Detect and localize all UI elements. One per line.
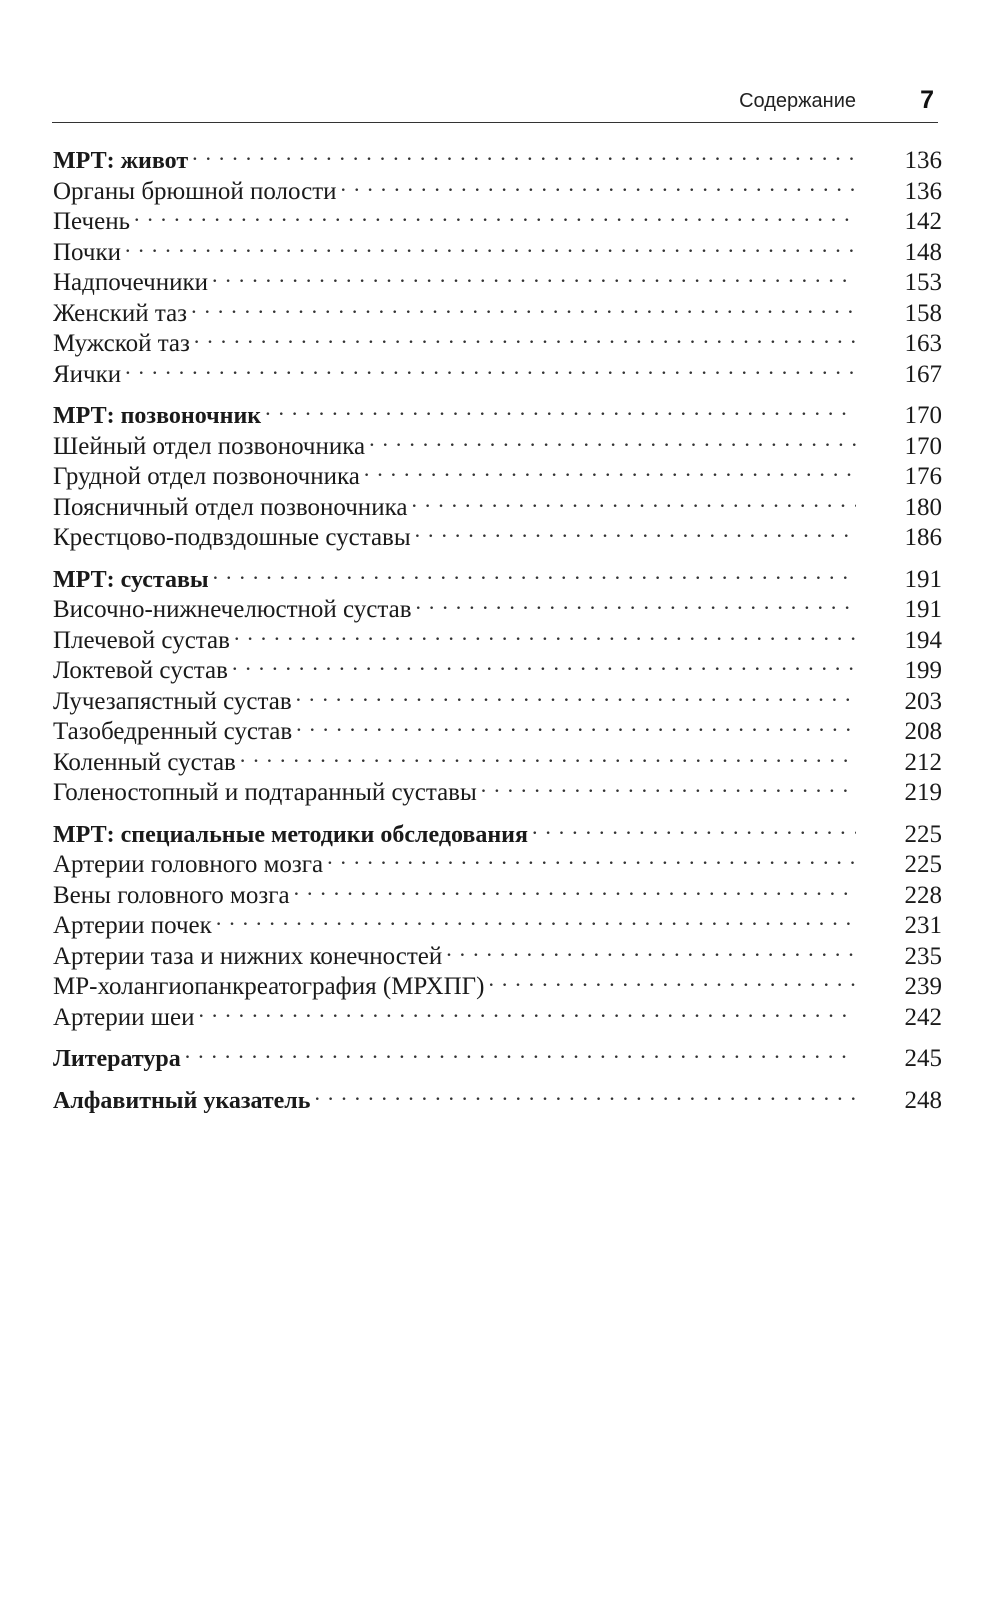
toc-entry-title: Яички xyxy=(53,360,122,388)
dot-leader xyxy=(125,230,856,260)
toc-entry-title: Поясничный отдел позвоночника xyxy=(53,493,408,521)
toc-entry-title: МРТ: суставы xyxy=(53,566,209,593)
dot-leader xyxy=(240,740,856,770)
dot-leader xyxy=(234,618,856,648)
toc-entry[interactable] xyxy=(53,352,942,388)
toc-section xyxy=(53,1078,942,1114)
toc-entry-title: Тазобедренный сустав xyxy=(53,718,293,745)
toc-entry-page-number: 167 xyxy=(904,360,942,388)
dot-leader xyxy=(185,1036,856,1066)
dot-leader xyxy=(327,842,856,872)
dot-leader xyxy=(216,903,856,933)
toc-section xyxy=(53,138,942,388)
toc-entry-title: Крестцово-подвздошные суставы xyxy=(53,524,411,551)
toc-entry-page-number: 142 xyxy=(904,208,942,235)
toc-entry-page-number: 194 xyxy=(904,626,942,654)
dot-leader xyxy=(296,709,856,739)
toc-entry-page-number: 199 xyxy=(904,657,942,684)
toc-section-heading[interactable] xyxy=(53,393,942,429)
running-header xyxy=(52,86,938,123)
toc-section-heading[interactable] xyxy=(53,1036,942,1072)
toc-entry-title: Артерии шеи xyxy=(53,1003,195,1031)
toc-entry-title: Грудной отдел позвоночника xyxy=(53,463,360,490)
dot-leader xyxy=(415,515,856,545)
toc-entry-page-number: 186 xyxy=(904,524,942,551)
toc-entry-title: Артерии таза и нижних конечностей xyxy=(53,942,443,970)
toc-section xyxy=(53,557,942,806)
toc-entry-title: Коленный сустав xyxy=(53,748,236,776)
toc-entry-title: МРТ: живот xyxy=(53,148,189,174)
toc-entry-page-number: 231 xyxy=(904,912,942,939)
dot-leader xyxy=(314,1078,856,1108)
toc-entry-page-number: 170 xyxy=(904,402,942,429)
toc-entry-page-number: 225 xyxy=(904,851,942,878)
dot-leader xyxy=(265,393,856,423)
toc-entry-page-number: 245 xyxy=(904,1045,942,1072)
toc-entry-page-number: 136 xyxy=(904,147,942,174)
toc-entry-page-number: 191 xyxy=(904,565,942,593)
dot-leader xyxy=(532,812,856,842)
toc-entry-page-number: 248 xyxy=(904,1086,942,1114)
toc-entry-page-number: 242 xyxy=(904,1003,942,1031)
header-section-title: Содержание xyxy=(739,90,856,112)
dot-leader xyxy=(416,587,856,617)
dot-leader xyxy=(481,770,856,800)
dot-leader xyxy=(446,934,856,964)
toc-entry-page-number: 191 xyxy=(904,596,942,623)
dot-leader xyxy=(488,964,856,994)
toc-entry-page-number: 225 xyxy=(904,820,942,848)
toc-entry-title: МРТ: специальные методики обследования xyxy=(53,821,528,848)
toc-entry-title: Височно-нижнечелюстной сустав xyxy=(53,596,412,623)
toc-entry-title: МРТ: позвоночник xyxy=(53,403,262,429)
toc-entry-title: Артерии почек xyxy=(53,912,212,939)
toc-entry-title: Артерии головного мозга xyxy=(53,851,324,878)
toc-entry-title: Надпочечники xyxy=(53,269,209,296)
toc-entry-page-number: 208 xyxy=(904,718,942,745)
toc-entry-page-number: 235 xyxy=(904,942,942,970)
dot-leader xyxy=(191,291,856,321)
toc-entry-title: Печень xyxy=(53,208,130,235)
toc-section xyxy=(53,812,942,1031)
toc-entry-title: Локтевой сустав xyxy=(53,657,228,684)
toc-entry[interactable] xyxy=(53,199,942,235)
toc-entry[interactable] xyxy=(53,260,942,296)
toc-section xyxy=(53,393,942,551)
toc-entry-page-number: 180 xyxy=(904,493,942,521)
toc-entry-page-number: 163 xyxy=(904,330,942,357)
toc-entry-page-number: 158 xyxy=(904,299,942,327)
toc-section xyxy=(53,1036,942,1072)
dot-leader xyxy=(296,679,856,709)
dot-leader xyxy=(341,169,856,199)
toc-entry-page-number: 228 xyxy=(904,881,942,909)
toc-section-heading[interactable] xyxy=(53,138,942,174)
dot-leader xyxy=(364,454,856,484)
toc-section-heading[interactable] xyxy=(53,557,942,593)
toc-entry-title: Голеностопный и подтаранный суставы xyxy=(53,779,477,806)
toc-entry-title: Шейный отдел позвоночника xyxy=(53,432,366,460)
dot-leader xyxy=(232,648,856,678)
dot-leader xyxy=(212,260,856,290)
toc-section-heading[interactable] xyxy=(53,1078,942,1114)
table-of-contents xyxy=(53,138,942,1119)
toc-entry-title: Литература xyxy=(53,1046,181,1072)
toc-entry-page-number: 170 xyxy=(904,432,942,460)
toc-entry-title: Почки xyxy=(53,238,122,266)
toc-entry-title: Вены головного мозга xyxy=(53,881,290,909)
toc-entry-title: Женский таз xyxy=(53,299,188,327)
dot-leader xyxy=(198,995,856,1025)
toc-entry-page-number: 176 xyxy=(904,463,942,490)
toc-entry-page-number: 136 xyxy=(904,177,942,205)
toc-entry-title: Мужской таз xyxy=(53,330,190,357)
toc-entry-title: Плечевой сустав xyxy=(53,626,230,654)
toc-entry-title: МР-холангиопанкреатография (МРХПГ) xyxy=(53,973,485,1000)
toc-entry[interactable] xyxy=(53,230,942,266)
dot-leader xyxy=(194,321,856,351)
dot-leader xyxy=(213,557,856,587)
toc-section-heading[interactable] xyxy=(53,812,942,848)
dot-leader xyxy=(369,424,856,454)
toc-entry-title: Алфавитный указатель xyxy=(53,1087,311,1114)
dot-leader xyxy=(411,485,856,515)
dot-leader xyxy=(294,873,856,903)
toc-entry-title: Органы брюшной полости xyxy=(53,177,337,205)
dot-leader xyxy=(134,199,856,229)
toc-entry-page-number: 219 xyxy=(904,779,942,806)
dot-leader xyxy=(125,352,856,382)
toc-entry-page-number: 239 xyxy=(904,973,942,1000)
toc-entry-page-number: 212 xyxy=(904,748,942,776)
toc-entry-page-number: 148 xyxy=(904,238,942,266)
dot-leader xyxy=(192,138,856,168)
toc-entry-page-number: 203 xyxy=(904,687,942,715)
toc-entry-page-number: 153 xyxy=(904,269,942,296)
header-page-number: 7 xyxy=(920,86,934,114)
toc-entry-title: Лучезапястный сустав xyxy=(53,687,292,715)
